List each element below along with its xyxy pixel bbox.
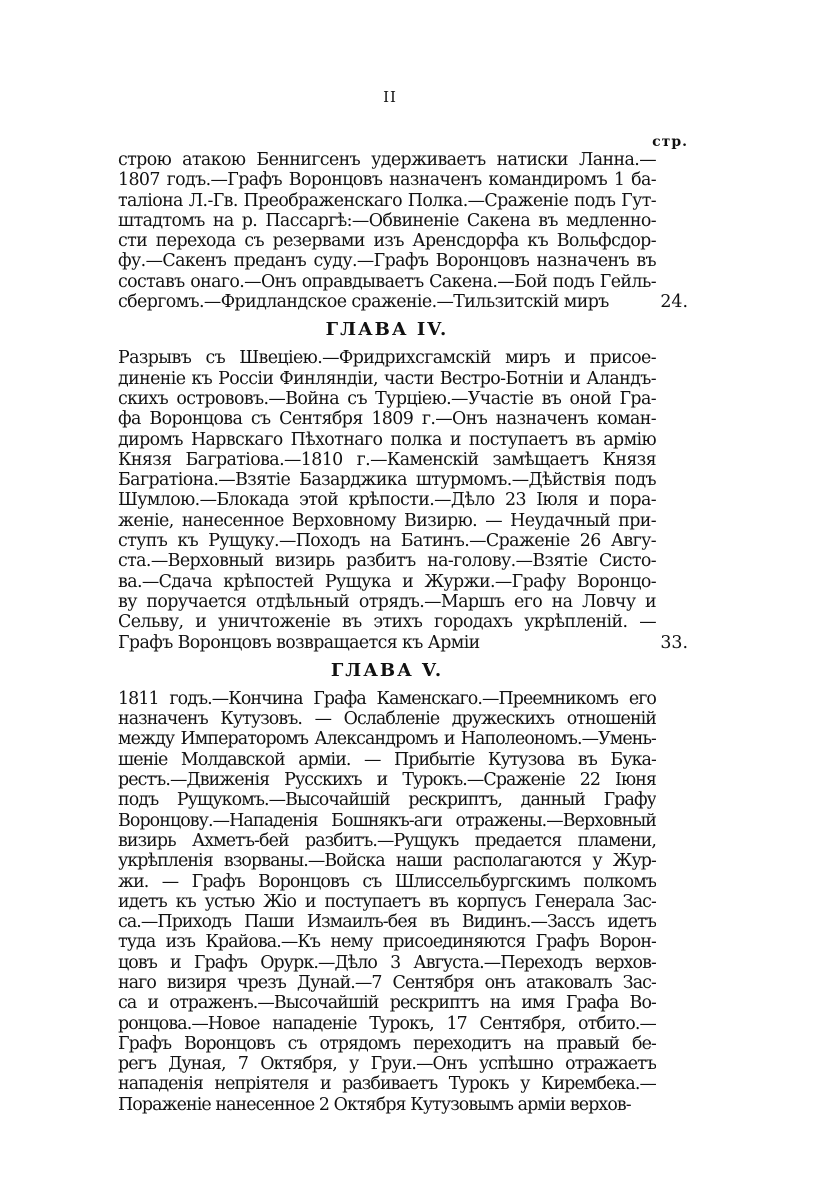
entry-text-line: Князя Багратіова.—1810 г.—Каменскій замѣщаетъ Князя	[118, 449, 656, 470]
entry-text-line: сбергомъ.—Фридландское сраженіе.—Тильзитскій миръ	[118, 292, 609, 313]
entry-text-line: женіе, нанесенное Верховному Визирю. — Неудачный при-	[118, 510, 656, 531]
entry-text-line: Воронцову.—Нападенія Бошнякъ-аги отражены.—Верховный	[118, 810, 656, 831]
entry-text-line: ва.—Сдача крѣпостей Рущука и Журжи.—Графу Воронцо-	[118, 571, 656, 592]
entry-text-line: диненіе къ Россіи Финляндіи, части Вестро-Ботніи и Аландъ-	[118, 368, 656, 389]
entry-text-line: подъ Рущукомъ.—Высочайшій рескриптъ, данный Графу	[118, 790, 656, 811]
entry-text-line: шеніе Молдавской арміи. — Прибытіе Кутузова въ Бука-	[118, 749, 656, 770]
entry-text-line: Багратіона.—Взятіе Базарджика штурмомъ.—Дѣйствія подъ	[118, 470, 656, 491]
entry-text-line: Сельву, и уничтоженіе въ этихъ городахъ укрѣпленій. —	[118, 612, 656, 633]
entry-text-line: скихъ острововъ.—Война съ Турціею.—Участіе въ оной Гра-	[118, 388, 656, 409]
entry-text-line: диромъ Нарвскаго Пѣхотнаго полка и поступаетъ въ армію	[118, 429, 656, 450]
entry-text-line: Разрывъ съ Швеціею.—Фридрихсгамскій миръ и присое-	[118, 348, 656, 369]
entry-text-line: сти перехода съ резервами изъ Аренсдорфа къ Вольфсдор-	[118, 231, 656, 252]
entry-text-line: ста.—Верховный визирь разбитъ на-голову.—Взятіе Систо-	[118, 551, 656, 572]
entry-text-line: таліона Л.-Гв. Преображенскаго Полка.—Сраженіе подъ Гут-	[118, 190, 656, 211]
entry-text-line: са.—Приходъ Паши Измаилъ-бея въ Видинъ.—Зассъ идетъ	[118, 912, 656, 933]
entry-text-line: ву поручается отдѣльный отрядъ.—Маршъ его на Ловчу и	[118, 591, 656, 612]
contents-entry	[118, 348, 688, 652]
entry-text-line: строю атакою Беннигсенъ удерживаетъ натиски Ланна.—	[118, 150, 656, 170]
entry-text-line: са и отраженъ.—Высочайшій рескриптъ на имя Графа Во-	[118, 993, 656, 1014]
page-number: II	[383, 88, 397, 106]
entry-text-line: регъ Дуная, 7 Октября, у Груи.—Онъ успѣшно отражаетъ	[118, 1054, 656, 1075]
contents-entry	[118, 150, 688, 312]
entry-text-line: укрѣпленія взорваны.—Войска наши располагаются у Жур-	[118, 851, 656, 872]
entry-text-line: Графъ Воронцовъ съ отрядомъ переходитъ на правый бе-	[118, 1033, 656, 1054]
entry-text-line: Графъ Воронцовъ возвращается къ Арміи	[118, 632, 480, 653]
entry-text-line: между Императоромъ Александромъ и Наполеономъ.—Умень-	[118, 729, 656, 750]
entry-text-line: рестъ.—Движенія Русскихъ и Турокъ.—Сраженіе 22 Іюня	[118, 770, 656, 791]
entry-text-line: 1807 годъ.—Графъ Воронцовъ назначенъ командиромъ 1 ба-	[118, 170, 656, 191]
contents-entry	[118, 689, 688, 1115]
entry-text-line: штадтомъ на р. Пассаргѣ:—Обвиненіе Сакена въ медленно-	[118, 210, 656, 231]
entry-text-line: нападенія непріятеля и разбиваетъ Турокъ у Кирембека.—	[118, 1074, 656, 1095]
entry-text-line: Пораженіе нанесенное 2 Октября Кутузовымъ арміи верхов-	[118, 1094, 631, 1115]
entry-page-number: 33.	[660, 632, 688, 653]
page-column-label: стр.	[652, 134, 688, 150]
contents-block	[118, 150, 688, 1115]
entry-page-number: 24.	[660, 292, 688, 313]
entry-text-line: ступъ къ Рущуку.—Походъ на Батинъ.—Сраженіе 26 Авгу-	[118, 531, 656, 552]
entry-text-line: фу.—Сакенъ преданъ суду.—Графъ Воронцовъ назначенъ въ	[118, 251, 656, 272]
entry-text-line: Шумлою.—Блокада этой крѣпости.—Дѣло 23 Іюля и пора-	[118, 490, 656, 511]
entry-text-line: идетъ къ устью Жіо и поступаетъ въ корпусъ Генерала Зас-	[118, 891, 656, 912]
entry-text-line: составъ онаго.—Онъ оправдываетъ Сакена.—Бой подъ Гейль-	[118, 271, 656, 292]
entry-text-line: ронцова.—Новое нападеніе Турокъ, 17 Сентября, отбито.—	[118, 1013, 656, 1034]
entry-text-line: жи. — Графъ Воронцовъ съ Шлиссельбургскимъ полкомъ	[118, 871, 656, 892]
entry-text-line: назначенъ Кутузовъ. — Ослабленіе дружескихъ отношеній	[118, 709, 656, 730]
chapter-heading: ГЛАВА V.	[330, 659, 444, 681]
entry-text-line: визирь Ахметъ-бей разбитъ.—Рущукъ предается пламени,	[118, 830, 656, 851]
chapter-heading: ГЛАВА IV.	[325, 319, 449, 341]
entry-text-line: фа Воронцова съ Сентября 1809 г.—Онъ назначенъ коман-	[118, 409, 656, 430]
entry-text-line: наго визиря чрезъ Дунай.—7 Сентября онъ атаковалъ Зас-	[118, 972, 656, 993]
entry-text-line: 1811 годъ.—Кончина Графа Каменскаго.—Преемникомъ его	[118, 688, 656, 709]
entry-text-line: цовъ и Графъ Орурк.—Дѣло 3 Августа.—Переходъ верхов-	[118, 952, 656, 973]
entry-text-line: туда изъ Крайова.—Къ нему присоединяются Графъ Ворон-	[118, 932, 656, 953]
